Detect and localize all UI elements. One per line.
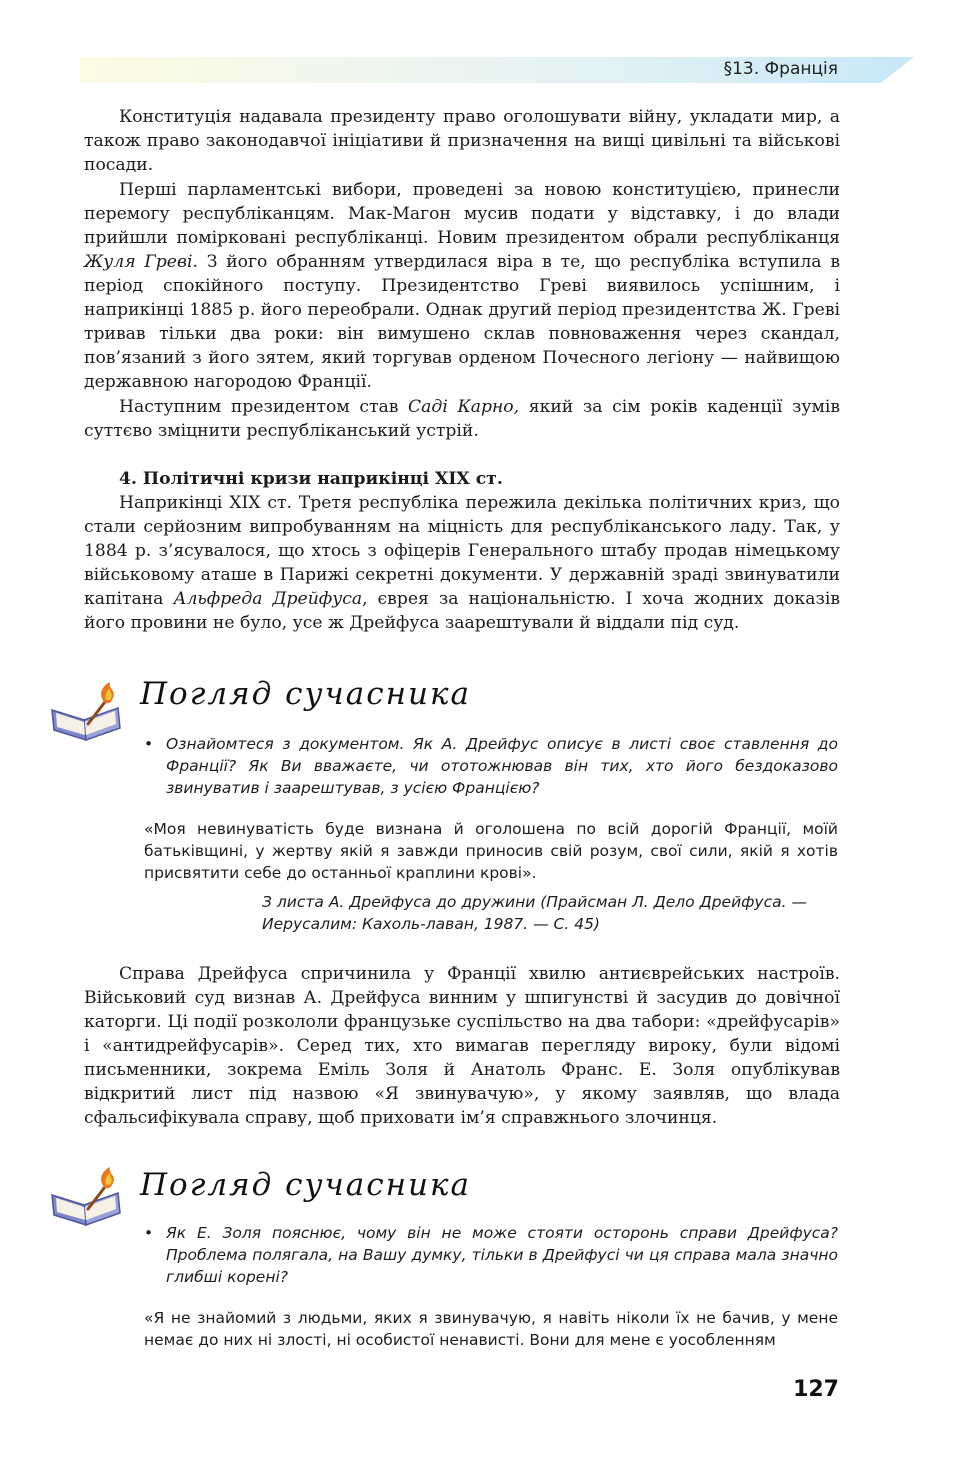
quote-zola: «Я не знайомий з людьми, яких я звинувачую, я навіть ніколи їх не бачив, у мене немає до них ні злості, ні особистої ненависті. Вони для мене є уособленням [144,1309,838,1349]
book-quill-flame-icon [48,680,124,742]
section-heading: 4. Політичні кризи наприкінці XIX ст. [119,469,503,489]
book-quill-flame-icon [48,1165,124,1227]
question-1: • Ознайомтеся з документом. Як А. Дрейфус описує в листі своє ставлення до Франції? Як Ви вважаєте, чи ототожнював він тих, хто його бездоказово звинуватив і заарештував, з усією Францією? [144,735,838,797]
quote-source: З листа А. Дрейфуса до дружини (Прайсман Л. Дело Дрейфуса. — Иерусалим: Кахоль-лаван, 1987. — С. 45) [262,893,807,933]
box-title: Погляд сучасника [140,676,471,712]
paragraph-elections: Перші парламентські вибори, проведені за новою конституцією, принесли перемогу республіканцям. Мак-Магон мусив подати у відставку, і до влади прийшли помірковані республіканці. Новим президентом обрали республіканця Жуля Греві. З його обранням утвердилася віра в те, що республіка вступила в період спокійного поступу. Президентство Греві виявилось успішним, і наприкінці 1885 р. його переобрали. Однак другий період президентства Ж. Греві тривав тільки два роки: він вимушено склав повноваження через скандал, пов’язаний з його зятем, який торгував орденом Почесного легіону — найвищою державною нагородою Франції. [84,180,841,392]
bullet: • [144,735,154,753]
paragraph-carnot: Наступним президентом став Саді Карно, який за сім років каденції зумів суттєво зміцнити республіканський устрій. [84,397,840,441]
bullet: • [144,1224,154,1242]
name-dreyfus: Альфреда Дрейфуса [173,589,363,609]
page-number: 127 [793,1377,839,1402]
section-political-crises: 4. Політичні кризи наприкінці XIX ст. Наприкінці XIX ст. Третя республіка пережила декілька політичних криз, що стали серйозним випробуванням на міцність для республіканського ладу. Так, у 1884 р. з’ясувалося, що хтось з офіцерів Генерального штабу продав німецькому військовому аташе в Парижі секретні документи. У державній зраді звинуватили капітана Альфреда Дрейфуса, єврея за національністю. І хоча жодних доказів його провини не було, усе ж Дрейфуса заарештували й віддали під суд. [84,469,840,633]
question-2: • Як Е. Золя пояснює, чому він не може стояти осторонь справи Дрейфуса? Проблема полягала, на Вашу думку, тільки в Дрейфусі чи ця справа мала значно глибші корені? [144,1224,838,1286]
name-carnot: Саді Карно, [408,397,520,417]
paragraph-dreyfus-affair: Справа Дрейфуса спричинила у Франції хвилю антиєврейських настроїв. Військовий суд визнав А. Дрейфуса винним у шпигунстві й засудив до довічної каторги. Ці події розкололи французьке суспільство на два табори: «дрейфусарів» і «антидрейфусарів». Серед тих, хто вимагав перегляду вироку, були відомі письменники, зокрема Еміль Золя й Анатоль Франс. Е. Золя опублікував відкритий лист під назвою «Я звинувачую», у якому заявляв, що влада сфальсифікувала справу, щоб приховати ім’я справжнього злочинця. [84,964,840,1128]
paragraph-constitution: Конституція надавала президенту право оголошувати війну, укладати мир, а також право законодавчої ініціативи й призначення на вищі цивільні та військові посади. [84,107,840,175]
box-title: Погляд сучасника [140,1167,471,1203]
name-greve: Жуля Греві. [84,252,198,272]
quote-dreyfus: «Моя невинуватість буде визнана й оголошена по всій дорогій Франції, моїй батьківщині, у жертву якій я завжди приносив свій розум, свої сили, якій я хотів присвятити себе до останньої краплини крові». [144,820,838,882]
section-title: §13. Франція [723,59,838,79]
